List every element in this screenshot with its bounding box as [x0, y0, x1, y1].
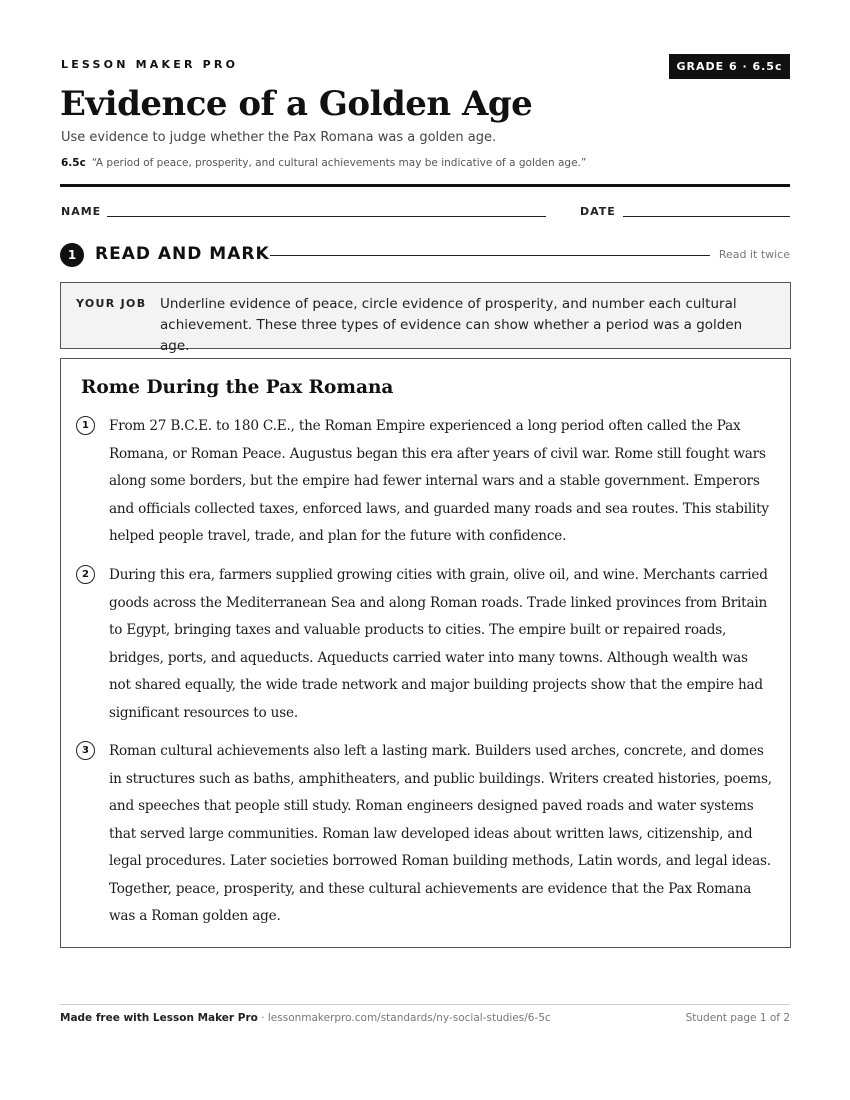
section-number-badge: 1 — [60, 243, 84, 267]
standard-line — [61, 157, 586, 169]
header-divider — [60, 184, 790, 187]
footer-divider — [60, 1004, 790, 1005]
name-field[interactable] — [107, 216, 546, 217]
paragraph-number: 3 — [76, 741, 95, 760]
footer-credit — [60, 1012, 551, 1024]
brand-name: LESSON MAKER PRO — [61, 58, 239, 71]
footer-made-with: Made free with Lesson Maker Pro — [60, 1012, 258, 1024]
standard-code: 6.5c — [61, 157, 86, 169]
reading-title: Rome During the Pax Romana — [81, 377, 394, 398]
job-instructions-box — [60, 282, 791, 354]
name-label: NAME — [61, 205, 102, 218]
section-divider — [270, 255, 710, 256]
page-subtitle: Use evidence to judge whether the Pax Romana was a golden age. — [61, 130, 497, 145]
footer-page-number: Student page 1 of 2 — [685, 1012, 790, 1024]
reading-passage-box — [60, 358, 791, 948]
paragraph-number: 1 — [76, 416, 95, 435]
reading-paragraph: Roman cultural achievements also left a lasting mark. Builders used arches, concrete, and domes in structures such as baths, amphitheaters, and public buildings. Writers created histories, poems, and speeches that people still study. Roman engineers designed paved roads and water systems that served large communities. Roman law developed ideas about written laws, citizenship, and legal procedures. Later societies borrowed Roman building methods, Latin words, and legal ideas. Together, peace, prosperity, and these cultural achievements are evidence that the Pax Romana was a Roman golden age. — [109, 743, 772, 924]
reading-paragraph: From 27 B.C.E. to 180 C.E., the Roman Empire experienced a long period often called the Pax Romana, or Roman Peace. Augustus began this era after years of civil war. Rome still fought wars along some borders, but the empire had fewer internal wars and a stable government. Emperors and officials collected taxes, enforced laws, and guarded many roads and sea routes. This stability helped people travel, trade, and plan for the future with confidence. — [109, 418, 769, 544]
job-text: Underline evidence of peace, circle evidence of prosperity, and number each cultural achievement. These three types of evidence can show whether a period was a golden age. — [160, 296, 743, 354]
section-note: Read it twice — [718, 248, 790, 261]
paragraph-number: 2 — [76, 565, 95, 584]
page-title: Evidence of a Golden Age — [60, 84, 533, 124]
job-label: YOUR JOB — [76, 297, 147, 310]
date-field[interactable] — [623, 216, 790, 217]
footer-url[interactable]: lessonmakerpro.com/standards/ny-social-studies/6-5c — [267, 1012, 551, 1024]
grade-badge: GRADE 6 · 6.5c — [669, 54, 790, 79]
date-label: DATE — [580, 205, 616, 218]
standard-quote: “A period of peace, prosperity, and cultural achievements may be indicative of a golden age.” — [91, 157, 587, 169]
reading-paragraph: During this era, farmers supplied growing cities with grain, olive oil, and wine. Merchants carried goods across the Mediterranean Sea and along Roman roads. Trade linked provinces from Britain to Egypt, bringing taxes and valuable products to cities. The empire built or repaired roads, bridges, ports, and aqueducts. Aqueducts carried water into many towns. Although wealth was not shared equally, the wide trade network and major building projects show that the empire had significant resources to use. — [109, 567, 768, 721]
footer-separator: · — [257, 1012, 268, 1024]
section-title: READ AND MARK — [95, 244, 270, 264]
